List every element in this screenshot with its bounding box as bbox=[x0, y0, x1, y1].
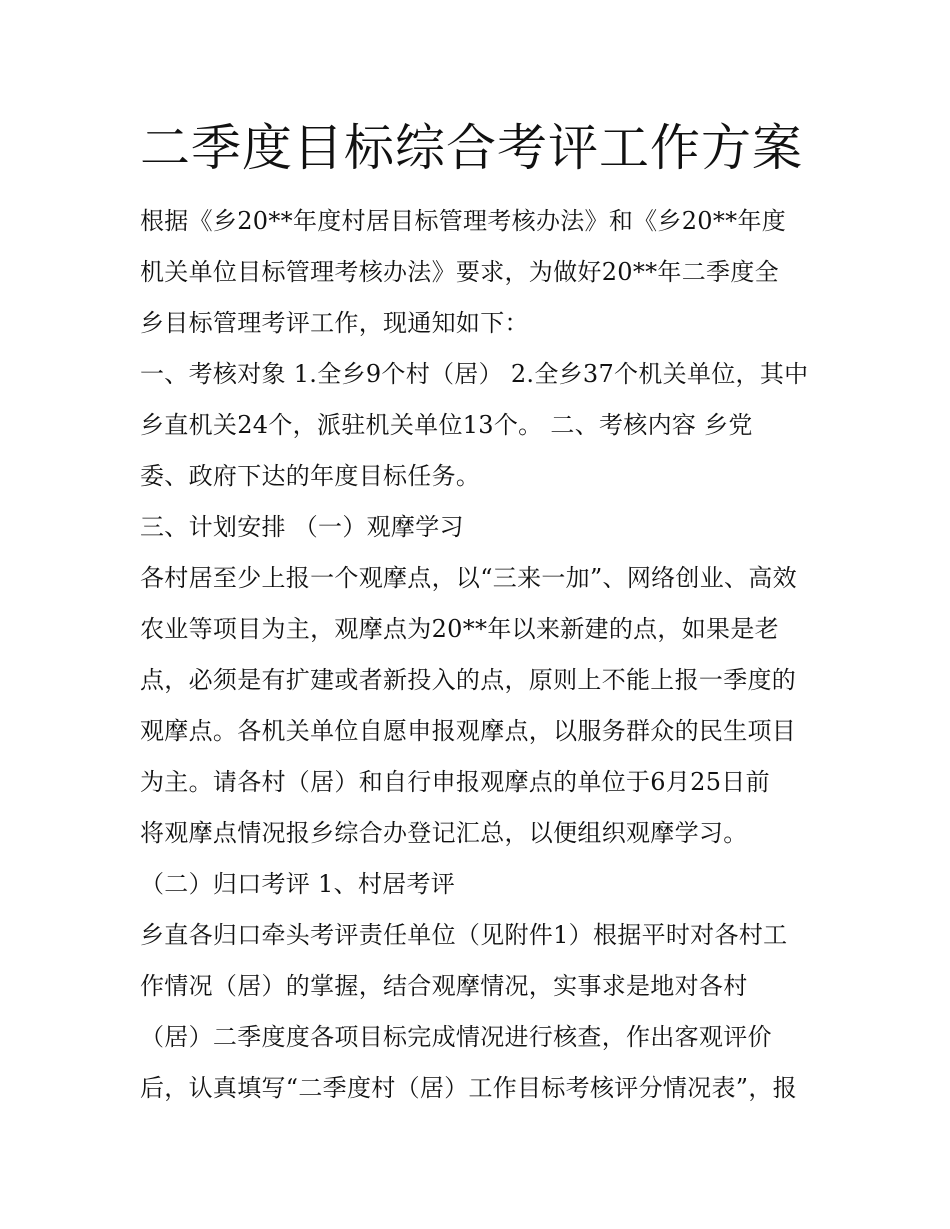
text-line: 三、计划安排 （一）观摩学习 bbox=[140, 513, 464, 541]
text-line: 根据《乡20**年度村居目标管理考核办法》和《乡20**年度 bbox=[140, 207, 787, 235]
text-line: 作情况（居）的掌握，结合观摩情况，实事求是地对各村 bbox=[140, 972, 748, 1000]
text-line: 机关单位目标管理考核办法》要求，为做好20**年二季度全 bbox=[140, 258, 779, 286]
text-line: （居）二季度度各项目标完成情况进行核查，作出客观评价 bbox=[140, 1023, 772, 1051]
text-line: 乡目标管理考评工作，现通知如下： bbox=[140, 309, 529, 337]
text-line: 一、考核对象 1.全乡9个村（居） 2.全乡37个机关单位，其中 bbox=[140, 360, 809, 388]
text-line: 为主。请各村（居）和自行申报观摩点的单位于6月25日前 bbox=[140, 768, 770, 796]
document-title: 二季度目标综合考评工作方案 bbox=[140, 119, 803, 177]
text-line: 委、政府下达的年度目标任务。 bbox=[140, 462, 481, 490]
text-line: （二）归口考评 1、村居考评 bbox=[140, 870, 456, 898]
text-line: 点，必须是有扩建或者新投入的点，原则上不能上报一季度的 bbox=[140, 666, 797, 694]
text-line: 将观摩点情况报乡综合办登记汇总，以便组织观摩学习。 bbox=[140, 819, 748, 847]
text-line: 乡直机关24个，派驻机关单位13个。 二、考核内容 乡党 bbox=[140, 411, 753, 439]
document-body bbox=[140, 196, 820, 1114]
text-line: 观摩点。各机关单位自愿申报观摩点，以服务群众的民生项目 bbox=[140, 717, 797, 745]
text-line: 后，认真填写“二季度村（居）工作目标考核评分情况表”，报 bbox=[140, 1074, 797, 1102]
text-line: 乡直各归口牵头考评责任单位（见附件1）根据平时对各村工 bbox=[140, 921, 788, 949]
text-line: 各村居至少上报一个观摩点，以“三来一加”、网络创业、高效 bbox=[140, 564, 797, 592]
text-line: 农业等项目为主，观摩点为20**年以来新建的点，如果是老 bbox=[140, 615, 779, 643]
